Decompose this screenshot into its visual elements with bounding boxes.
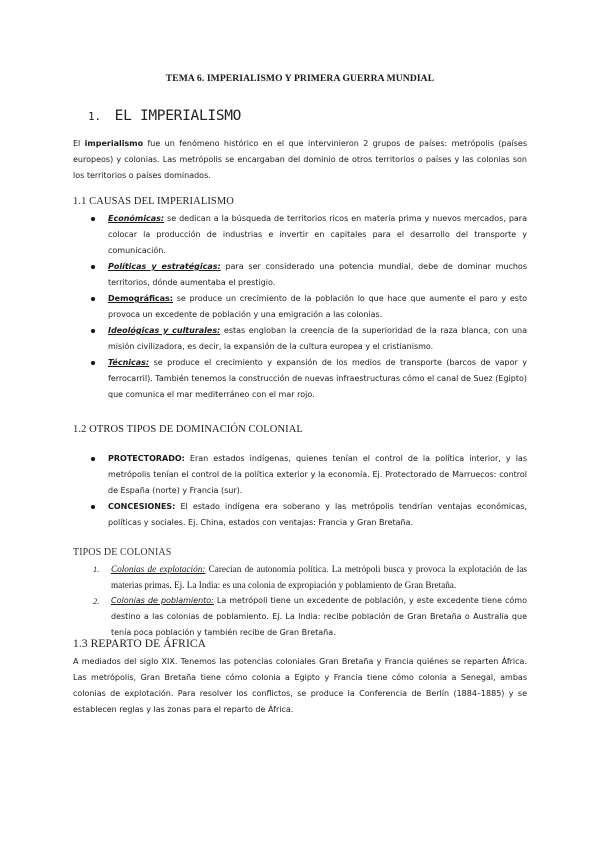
section-heading-imperialismo: [88, 108, 241, 124]
item-text: Eran estados indígenas, quienes tenían el control de la política interior, y las metrópolis tenían el control de la política exterior y la economía. Ej. Protectorado de Marruecos: control de España (norte) y Francia (sur).: [108, 454, 527, 495]
item-number: 2.: [93, 596, 100, 606]
bullet-icon: [91, 329, 95, 333]
intro-bold-term: imperialismo: [84, 139, 144, 148]
list-item: [73, 499, 527, 531]
bullet-icon: [91, 505, 95, 509]
item-text: estas engloban la creencia de la superioridad de la raza blanca, con una misión civilizadora, es decir, la expansión de la cultura europea y el cristianismo.: [108, 326, 527, 351]
bullet-icon: [91, 457, 95, 461]
bullet-icon: [91, 361, 95, 365]
heading-otros-tipos: 1.2 OTROS TIPOS DE DOMINACIÓN COLONIAL: [73, 424, 303, 435]
intro-paragraph: [73, 136, 527, 184]
bullet-icon: [91, 217, 95, 221]
list-item: [73, 291, 527, 323]
list-item: [73, 451, 527, 499]
item-term: Colonias de poblamiento:: [111, 596, 214, 605]
item-term: Políticas y estratégicas:: [108, 262, 221, 271]
list-item: [73, 561, 527, 593]
item-text: para ser considerado una potencia mundial, debe de dominar muchos territorios, dónde aumentaba el prestigio.: [108, 262, 527, 287]
heading-causas: 1.1 CAUSAS DEL IMPERIALISMO: [73, 196, 234, 207]
tipos-colonias-list: [73, 561, 527, 641]
heading-reparto-africa: 1.3 REPARTO DE ÁFRICA: [73, 638, 207, 650]
list-item: [73, 593, 527, 641]
section-number: 1.: [88, 110, 101, 123]
section-heading-text: EL IMPERIALISMO: [114, 108, 242, 124]
item-text: Carecían de autonomía política. La metrópoli busca y provoca la explotación de las materias primas. Ej. La India: es una colonia de expropiación y poblamiento de Gran Bretaña.: [111, 564, 527, 590]
item-term: Técnicas:: [108, 358, 150, 367]
item-term: Económicas:: [108, 214, 165, 223]
causas-list: [73, 211, 527, 403]
bullet-icon: [91, 297, 95, 301]
item-text: El estado indígena era soberano y las metrópolis tendrían ventajas económicas, políticas y sociales. Ej. China, estados con ventajas: Francia y Gran Bretaña.: [108, 502, 527, 527]
item-term: Ideológicas y culturales:: [108, 326, 221, 335]
reparto-paragraph: A mediados del siglo XIX. Tenemos las potencias coloniales Gran Bretaña y Francia quiénes se reparten África. Las metrópolis, Gran Bretaña tiene cómo colonia a Egipto y Francia tiene cómo colonia a Senegal, ambas colonias de explotación. Para resolver los conflictos, se produce la Conferencia de Berlín (1884–1885) y se establecen reglas y las zonas para el reparto de África.: [73, 657, 527, 714]
item-text: La metrópoli tiene un excedente de población, y este excedente tiene cómo destino a las colonias de poblamiento. Ej. La India: recibe población de Gran Bretaña o Australia que tenía poca población y también recibe de Gran Bretaña.: [111, 596, 527, 637]
heading-tipos-colonias: TIPOS DE COLONIAS: [73, 547, 172, 558]
bullet-icon: [91, 265, 95, 269]
item-term: PROTECTORADO:: [108, 454, 185, 463]
list-item: [73, 323, 527, 355]
item-text: se produce el crecimiento y expansión de los medios de transporte (barcos de vapor y ferrocarril). También tenemos la construcción de nuevas infraestructuras cómo el canal de Suez (Egipto) que comunica el mar mediterráneo con el mar rojo.: [108, 358, 527, 399]
item-term: Demográficas:: [108, 294, 173, 303]
intro-lead: El: [73, 139, 85, 148]
intro-text: fue un fenómeno histórico en el que intervinieron 2 grupos de países: metrópolis (países europeos) y colonias. Las metrópolis se encargaban del dominio de otros territorios o países y las colonias son los territorios o países dominados.: [73, 139, 527, 180]
item-text: se dedican a la búsqueda de territorios ricos en materia prima y nuevos mercados, para colocar la producción de industrias e invertir en capitales para el desarrollo del transporte y comunicación.: [108, 214, 527, 255]
item-term: Colonias de explotación:: [111, 564, 206, 574]
item-number: 1.: [93, 564, 100, 574]
item-term: CONCESIONES:: [108, 502, 176, 511]
list-item: [73, 211, 527, 259]
list-item: [73, 355, 527, 403]
dominacion-list: [73, 451, 527, 531]
list-item: [73, 259, 527, 291]
document-title: TEMA 6. IMPERIALISMO Y PRIMERA GUERRA MUNDIAL: [165, 73, 435, 84]
item-text: se produce un crecimiento de la población lo que hace que aumente el paro y esto provoca un excedente de población y una emigración a las colonias.: [108, 294, 527, 319]
